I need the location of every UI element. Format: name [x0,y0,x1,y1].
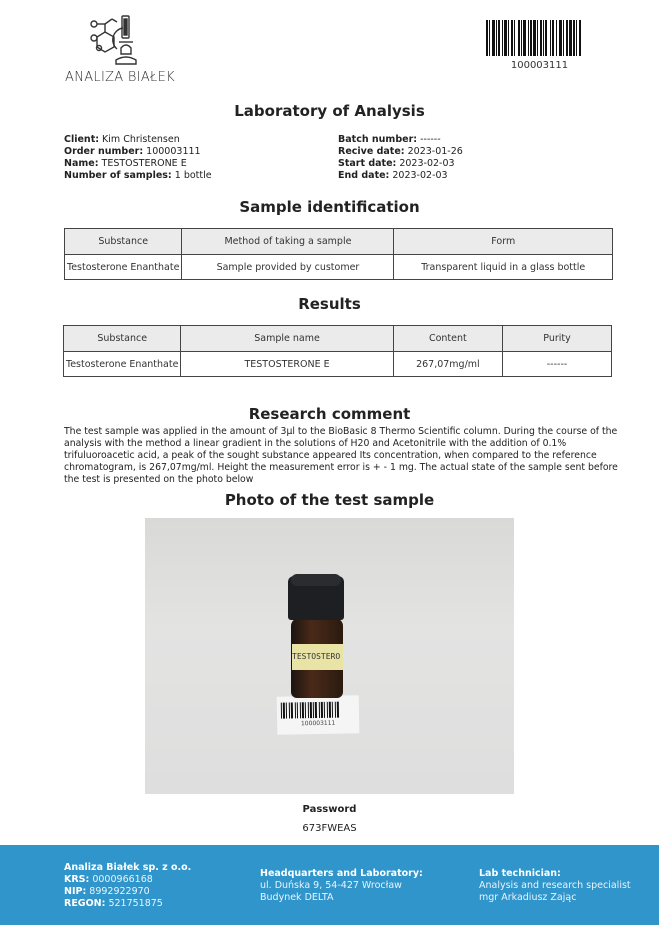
password-value: 673FWEAS [302,823,357,834]
client-info [64,134,212,182]
client-name: Kim Christensen [99,134,180,145]
table-header-row [65,229,613,255]
field-label: NIP: [64,886,87,897]
field-label: Recive date: [338,146,405,157]
table-row [65,255,613,280]
column-header: Substance [64,326,181,352]
column-header: Purity [503,326,612,352]
bottle-cap-top [291,574,341,586]
sample-name: TESTOSTERONE E [98,158,187,169]
field-label: Name: [64,158,99,169]
bottle-label: TESTOSTERO [292,644,343,670]
table-cell: Sample provided by customer [182,255,394,280]
order-number-row [64,146,212,158]
footer-lab-technician [479,868,631,904]
table-cell: TESTOSTERONE E [181,352,393,377]
field-label: Batch number: [338,134,418,145]
section-title-results: Results [298,295,361,313]
technician-name: mgr Arkadiusz Zając [479,892,577,903]
table-header-row [64,326,612,352]
technician-role: Analysis and research specialist [479,880,631,891]
table-cell: Testosterone Enanthate [64,352,181,377]
footer-company [64,862,191,910]
column-header: Sample name [181,326,393,352]
batch-number-row [338,134,463,146]
sample-identification-table [64,228,613,280]
lab-molecule-microscope-icon [90,14,144,66]
field-label: End date: [338,170,390,181]
column-header: Substance [65,229,182,255]
section-title-research-comment: Research comment [248,405,411,423]
field-label: REGON: [64,898,106,909]
field-label: Client: [64,134,100,145]
table-row [64,352,612,377]
column-header: Method of taking a sample [182,229,394,255]
page-title: Laboratory of Analysis [234,102,425,120]
column-header: Content [393,326,502,352]
barcode-number: 100003111 [510,60,569,71]
password-label: Password [302,804,357,815]
company-name: Analiza Białek sp. z o.o. [64,862,192,873]
column-header: Form [394,229,613,255]
batch-number: ------ [417,134,441,145]
nip-number: 8992922970 [86,886,150,897]
results-table [63,325,612,377]
barcode-paper [277,695,360,734]
start-date: 2023-02-03 [396,158,455,169]
end-date-row [338,170,463,182]
logo-text: ANALIZA BIAŁEK [65,70,176,85]
address-line: ul. Duńska 9, 54-427 Wrocław [260,880,402,891]
paper-barcode-number: 100003111 [300,719,336,728]
client-row [64,134,212,146]
name-row [64,158,212,170]
start-date-row [338,158,463,170]
receive-date: 2023-01-26 [404,146,463,157]
order-number: 100003111 [143,146,201,157]
field-label: Order number: [64,146,144,157]
barcode [486,20,593,56]
technician-title: Lab technician: [479,868,561,879]
table-cell: ------ [503,352,612,377]
field-label: Start date: [338,158,397,169]
footer-headquarters [260,868,423,904]
table-cell: Testosterone Enanthate [65,255,182,280]
headquarters-title: Headquarters and Laboratory: [260,868,423,879]
section-title-sample-identification: Sample identification [239,198,420,216]
section-title-photo: Photo of the test sample [224,491,435,509]
footer [0,845,659,925]
krs-number: 0000966168 [89,874,153,885]
regon-number: 521751875 [105,898,163,909]
end-date: 2023-02-03 [389,170,448,181]
batch-info [338,134,463,182]
samples-count: 1 bottle [171,170,212,181]
field-label: Number of samples: [64,170,172,181]
company-logo [62,14,182,86]
receive-date-row [338,146,463,158]
research-comment-text: The test sample was applied in the amount of 3µl to the BioBasic 8 Thermo Scientific column. During the course of the analysis with the method a linear gradient in the solutions of H20 and Acetonitrile with the addition of 0.1% trifuluoroacetic acid, a peak of the sought substance appeared Its concentration, when compared to the reference chromatogram, is 267,07mg/ml. Height the measurement error is + - 1 mg. The actual state of the sample sent before the test is presented on the photo below [64,426,618,485]
address-line: Budynek DELTA [260,892,334,903]
paper-barcode [281,701,355,718]
table-cell: 267,07mg/ml [393,352,502,377]
field-label: KRS: [64,874,90,885]
samples-count-row [64,170,212,182]
table-cell: Transparent liquid in a glass bottle [394,255,613,280]
sample-photo [145,518,514,794]
